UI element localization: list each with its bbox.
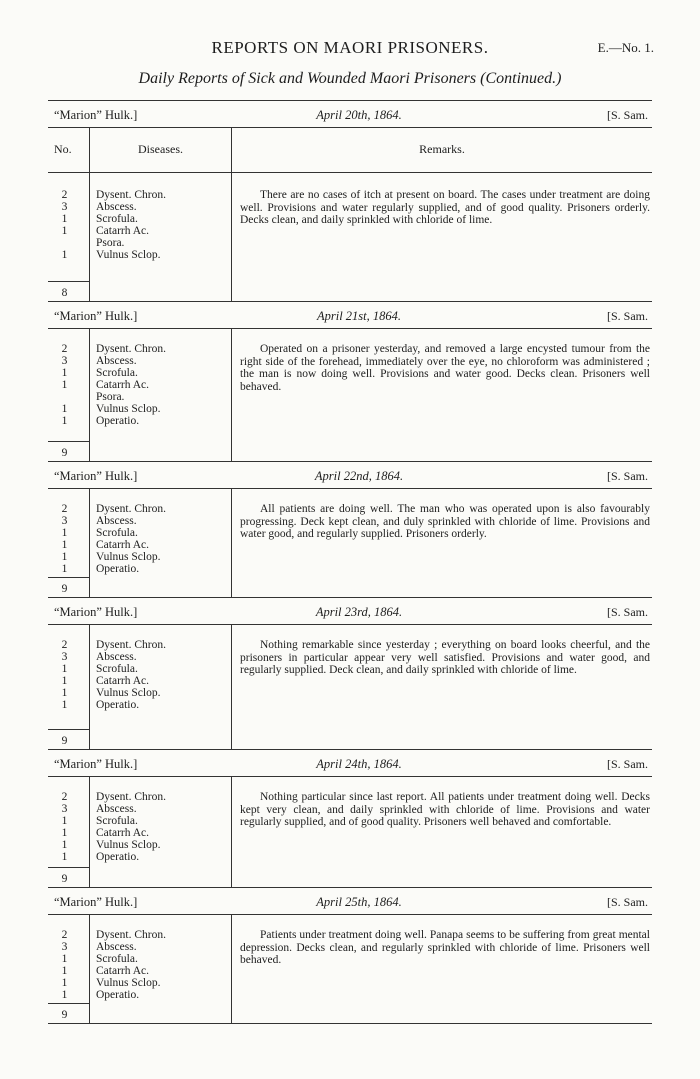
officer-initials: [S. Sam. bbox=[606, 309, 648, 323]
case-count: 1 bbox=[61, 699, 68, 711]
disease-name: Psora. bbox=[96, 391, 125, 403]
disease-name: Operatio. bbox=[96, 699, 140, 711]
case-count: 1 bbox=[61, 563, 68, 575]
total-count: 9 bbox=[48, 867, 90, 887]
total-row bbox=[48, 1003, 652, 1023]
case-count: 1 bbox=[61, 827, 68, 839]
total-spacer bbox=[90, 577, 232, 597]
case-count: 1 bbox=[61, 815, 68, 827]
column-header-no: No. bbox=[48, 128, 90, 172]
total-count: 9 bbox=[48, 1003, 90, 1023]
disease-name: Catarrh Ac. bbox=[96, 379, 150, 391]
report-body bbox=[48, 489, 652, 577]
disease-name: Catarrh Ac. bbox=[96, 827, 150, 839]
officer-initials: [S. Sam. bbox=[606, 605, 648, 619]
disease-name: Dysent. Chron. bbox=[96, 343, 166, 355]
report-body bbox=[48, 625, 652, 729]
remarks-text: Nothing remarkable since yesterday ; everything on board looks cheerful, and the prisoners in particular appear very well satisfied. Provisions and water good, and regularly supplied. Deck clean, and daily sprinkled with chloride of lime. bbox=[240, 639, 650, 676]
disease-name: Operatio. bbox=[96, 563, 140, 575]
case-count: 1 bbox=[61, 367, 68, 379]
total-spacer bbox=[232, 281, 652, 301]
page-reference: E.—No. 1. bbox=[597, 40, 654, 55]
column-headers bbox=[48, 128, 652, 172]
total-spacer bbox=[90, 729, 232, 749]
disease-list bbox=[90, 915, 232, 1003]
disease-name: Abscess. bbox=[96, 201, 137, 213]
report-date: April 23rd, 1864. bbox=[315, 605, 403, 619]
disease-list bbox=[90, 489, 232, 577]
case-count: 3 bbox=[61, 355, 68, 367]
report-date: April 25th, 1864. bbox=[316, 895, 402, 909]
case-counts bbox=[48, 777, 90, 867]
total-spacer bbox=[232, 1003, 652, 1023]
disease-name: Scrofula. bbox=[96, 815, 138, 827]
case-count: 1 bbox=[61, 225, 68, 237]
total-spacer bbox=[90, 441, 232, 461]
case-count: 1 bbox=[61, 965, 68, 977]
ship-name: “Marion” Hulk.] bbox=[54, 309, 138, 323]
disease-name: Dysent. Chron. bbox=[96, 189, 166, 201]
disease-name: Vulnus Sclop. bbox=[96, 687, 161, 699]
case-count: 2 bbox=[61, 929, 68, 941]
case-count: 2 bbox=[61, 189, 68, 201]
ship-name: “Marion” Hulk.] bbox=[54, 605, 138, 619]
disease-name: Abscess. bbox=[96, 515, 137, 527]
case-count bbox=[48, 237, 81, 249]
disease-name: Catarrh Ac. bbox=[96, 965, 150, 977]
remarks-text: Patients under treatment doing well. Panapa seems to be suffering from great mental depression. Decks clean, and regularly sprinkled with chloride of lime. Prisoners well behaved. bbox=[240, 929, 650, 966]
report-body bbox=[48, 173, 652, 281]
case-count: 3 bbox=[61, 941, 68, 953]
report-section bbox=[48, 461, 652, 597]
report-section bbox=[48, 749, 652, 887]
case-count: 1 bbox=[61, 989, 68, 1001]
total-spacer bbox=[232, 729, 652, 749]
case-count bbox=[48, 391, 81, 403]
total-row bbox=[48, 867, 652, 887]
report-date: April 22nd, 1864. bbox=[314, 469, 404, 483]
disease-list bbox=[90, 777, 232, 867]
disease-name: Vulnus Sclop. bbox=[96, 249, 161, 261]
disease-name: Operatio. bbox=[96, 989, 140, 1001]
case-count: 2 bbox=[61, 503, 68, 515]
total-spacer bbox=[232, 577, 652, 597]
case-count: 1 bbox=[61, 527, 68, 539]
case-counts bbox=[48, 173, 90, 281]
report-header bbox=[48, 598, 652, 624]
report-section bbox=[48, 597, 652, 749]
total-row bbox=[48, 729, 652, 749]
total-spacer bbox=[90, 281, 232, 301]
report-header bbox=[48, 302, 652, 328]
total-count: 8 bbox=[48, 281, 90, 301]
disease-list bbox=[90, 173, 232, 281]
case-count: 1 bbox=[61, 977, 68, 989]
disease-name: Catarrh Ac. bbox=[96, 675, 150, 687]
disease-name: Dysent. Chron. bbox=[96, 639, 166, 651]
report-body bbox=[48, 329, 652, 441]
disease-name: Vulnus Sclop. bbox=[96, 839, 161, 851]
disease-list bbox=[90, 625, 232, 729]
disease-name: Vulnus Sclop. bbox=[96, 977, 161, 989]
total-spacer bbox=[90, 1003, 232, 1023]
case-count: 1 bbox=[61, 539, 68, 551]
case-count: 1 bbox=[61, 415, 68, 427]
case-counts bbox=[48, 489, 90, 577]
total-spacer bbox=[90, 867, 232, 887]
disease-name: Scrofula. bbox=[96, 663, 138, 675]
report-section bbox=[48, 100, 652, 301]
ship-name: “Marion” Hulk.] bbox=[54, 469, 138, 483]
column-header-diseases: Diseases. bbox=[90, 128, 232, 172]
disease-name: Abscess. bbox=[96, 651, 137, 663]
disease-name: Catarrh Ac. bbox=[96, 225, 150, 237]
total-count: 9 bbox=[48, 729, 90, 749]
total-spacer bbox=[232, 441, 652, 461]
case-counts bbox=[48, 329, 90, 441]
disease-name: Operatio. bbox=[96, 415, 140, 427]
disease-name: Dysent. Chron. bbox=[96, 503, 166, 515]
remarks-text: Nothing particular since last report. All patients under treatment doing well. Decks kept very clean, and daily sprinkled with chloride of lime. Provisions and water regularly supplied, and of good quality. Prisoners well behaved and comfortable. bbox=[240, 791, 650, 828]
report-header bbox=[48, 750, 652, 776]
disease-name: Abscess. bbox=[96, 803, 137, 815]
case-count: 1 bbox=[61, 551, 68, 563]
table-bottom-rule bbox=[48, 1023, 652, 1024]
officer-initials: [S. Sam. bbox=[606, 108, 648, 122]
case-count: 1 bbox=[61, 663, 68, 675]
report-date: April 21st, 1864. bbox=[316, 309, 402, 323]
total-spacer bbox=[232, 867, 652, 887]
ship-name: “Marion” Hulk.] bbox=[54, 108, 138, 122]
column-header-remarks: Remarks. bbox=[419, 142, 465, 156]
ship-name: “Marion” Hulk.] bbox=[54, 757, 138, 771]
report-body bbox=[48, 777, 652, 867]
officer-initials: [S. Sam. bbox=[606, 757, 648, 771]
total-row bbox=[48, 281, 652, 301]
total-row bbox=[48, 441, 652, 461]
case-count: 3 bbox=[61, 515, 68, 527]
reports-table bbox=[48, 100, 652, 1024]
disease-name: Abscess. bbox=[96, 941, 137, 953]
disease-list bbox=[90, 329, 232, 441]
report-date: April 20th, 1864. bbox=[316, 108, 402, 122]
case-count: 1 bbox=[61, 851, 68, 863]
disease-name: Scrofula. bbox=[96, 213, 138, 225]
disease-name: Scrofula. bbox=[96, 367, 138, 379]
case-count: 3 bbox=[61, 651, 68, 663]
disease-name: Vulnus Sclop. bbox=[96, 551, 161, 563]
disease-name: Psora. bbox=[96, 237, 125, 249]
case-count: 1 bbox=[61, 249, 68, 261]
officer-initials: [S. Sam. bbox=[606, 469, 648, 483]
disease-name: Dysent. Chron. bbox=[96, 929, 166, 941]
total-count: 9 bbox=[48, 577, 90, 597]
disease-name: Catarrh Ac. bbox=[96, 539, 150, 551]
report-body bbox=[48, 915, 652, 1003]
report-header bbox=[48, 101, 652, 127]
case-count: 1 bbox=[61, 213, 68, 225]
disease-name: Dysent. Chron. bbox=[96, 791, 166, 803]
case-counts bbox=[48, 625, 90, 729]
disease-name: Scrofula. bbox=[96, 527, 138, 539]
case-count: 1 bbox=[61, 687, 68, 699]
total-count: 9 bbox=[48, 441, 90, 461]
page-title: REPORTS ON MAORI PRISONERS. bbox=[211, 38, 489, 57]
report-date: April 24th, 1864. bbox=[316, 757, 402, 771]
remarks-text: All patients are doing well. The man who was operated upon is also favourably progressing. Deck kept clean, and duly sprinkled with chloride of lime. Provisions and water good, and regularly supplied. Prisoners orderly. bbox=[240, 503, 650, 540]
disease-name: Operatio. bbox=[96, 851, 140, 863]
case-count: 1 bbox=[61, 953, 68, 965]
case-count: 2 bbox=[61, 791, 68, 803]
disease-name: Scrofula. bbox=[96, 953, 138, 965]
case-count: 2 bbox=[61, 343, 68, 355]
disease-name: Vulnus Sclop. bbox=[96, 403, 161, 415]
total-row bbox=[48, 577, 652, 597]
case-count: 1 bbox=[61, 839, 68, 851]
case-count: 1 bbox=[61, 675, 68, 687]
page-subtitle: Daily Reports of Sick and Wounded Maori Prisoners (Continued.) bbox=[138, 70, 562, 87]
report-section bbox=[48, 301, 652, 461]
case-count: 1 bbox=[61, 403, 68, 415]
report-header bbox=[48, 888, 652, 914]
case-count: 3 bbox=[61, 803, 68, 815]
ship-name: “Marion” Hulk.] bbox=[54, 895, 138, 909]
officer-initials: [S. Sam. bbox=[606, 895, 648, 909]
report-header bbox=[48, 462, 652, 488]
remarks-text: Operated on a prisoner yesterday, and removed a large encysted tumour from the right side of the forehead, immediately over the eye, no chloroform was administered ; the man is now doing well. Provisions and water good. Decks clean. Prisoners well behaved. bbox=[240, 343, 650, 393]
case-count: 2 bbox=[61, 639, 68, 651]
remarks-text: There are no cases of itch at present on board. The cases under treatment are doing well. Provisions and water regularly supplied, and of good quality. Prisoners orderly. Decks clean, and daily sprinkled with chloride of lime. bbox=[240, 189, 650, 226]
report-section bbox=[48, 887, 652, 1023]
case-counts bbox=[48, 915, 90, 1003]
case-count: 3 bbox=[61, 201, 68, 213]
case-count: 1 bbox=[61, 379, 68, 391]
disease-name: Abscess. bbox=[96, 355, 137, 367]
